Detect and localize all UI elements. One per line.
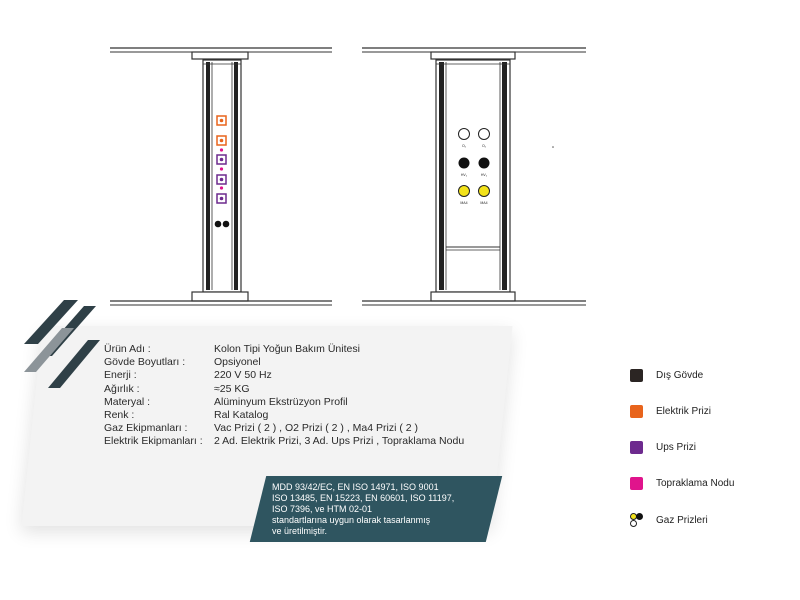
ups-socket-hole [220, 197, 224, 201]
gas-label: HV₂ [460, 173, 468, 177]
spec-row-gas-equipment [104, 422, 464, 435]
spec-value: Ral Katalog [214, 409, 269, 422]
ma4-outlet-icon [479, 186, 490, 197]
standards-line: ISO 13485, EN 15223, EN 60601, ISO 11197, [272, 493, 455, 503]
legend-label: Dış Gövde [656, 369, 704, 381]
spec-value: Alüminyum Ekstrüzyon Profil [214, 395, 348, 408]
vac-outlet-icon [479, 158, 490, 169]
legend-item-outer-body [630, 366, 734, 384]
legend-label: Ups Prizi [656, 442, 697, 454]
electric-socket-hole [220, 119, 224, 123]
spec-row-material [104, 396, 464, 409]
ma4-outlet-icon [459, 186, 470, 197]
spec-label: Materyal : [104, 395, 151, 408]
gas-label: MA4 [480, 201, 488, 205]
stripe-shape [24, 328, 74, 372]
spec-label: Elektrik Ekipmanları : [104, 435, 203, 448]
ups-socket-swatch-icon [630, 441, 643, 454]
gas-label: MA4 [460, 201, 468, 205]
spec-value: Kolon Tipi Yoğun Bakım Ünitesi [214, 343, 360, 355]
right-column-drawing [362, 48, 586, 305]
spec-label: Ürün Adı : [104, 343, 151, 355]
standards-line: ISO 7396, ve HTM 02-01 [272, 504, 373, 514]
standards-line: MDD 93/42/EC, EN ISO 14971, ISO 9001 [272, 482, 439, 492]
spec-value: Opsiyonel [214, 356, 261, 369]
grounding-node-icon [220, 186, 223, 189]
o2-outlet-icon [479, 129, 490, 140]
ups-socket-hole [220, 158, 224, 162]
o2-outlet-icon [459, 129, 470, 140]
spec-row-body-size [104, 356, 464, 369]
gas-outlet-icon [223, 221, 230, 228]
decorative-stripes [22, 300, 112, 395]
electric-socket-hole [220, 139, 224, 143]
spec-row-color [104, 409, 464, 422]
legend-item-grounding-node [630, 475, 734, 493]
ups-socket-hole [220, 178, 224, 182]
spec-row-energy [104, 369, 464, 382]
grounding-node-icon [220, 148, 223, 151]
spec-label: Enerji : [104, 369, 137, 382]
legend-label: Elektrik Prizi [656, 405, 712, 417]
grounding-node-icon [220, 167, 223, 170]
spec-value: 2 Ad. Elektrik Prizi, 3 Ad. Ups Prizi , Topraklama Nodu [214, 435, 465, 448]
spec-value: Vac Prizi ( 2 ) , O2 Prizi ( 2 ) , Ma4 Prizi ( 2 ) [214, 422, 419, 435]
gas-outlets-swatch-icon [630, 513, 643, 527]
outer-body-swatch-icon [630, 369, 643, 382]
spec-row-weight [104, 383, 464, 396]
gas-label: O₂ [481, 144, 487, 148]
spec-label: Renk : [104, 409, 135, 422]
vac-outlet-icon [459, 158, 470, 169]
spec-label: Gaz Ekipmanları : [104, 422, 188, 435]
spec-value: ≈25 KG [214, 382, 250, 395]
gas-outlet-icon [215, 221, 222, 228]
gas-label: HV₂ [480, 173, 488, 177]
standards-line: ve üretilmiştir. [272, 526, 328, 536]
legend-item-ups-socket [630, 439, 734, 457]
standards-text [272, 482, 492, 537]
spec-label: Ağırlık : [104, 382, 140, 395]
legend-label: Gaz Prizleri [656, 514, 708, 526]
dot-mark [552, 146, 554, 148]
spec-label: Gövde Boyutları : [104, 356, 186, 369]
electric-socket-swatch-icon [630, 405, 643, 418]
legend-item-gas-outlets [630, 511, 734, 529]
legend-item-electric-socket [630, 402, 734, 420]
specification-list [104, 343, 464, 449]
spec-value: 220 V 50 Hz [214, 369, 272, 382]
standards-line: standartlarına uygun olarak tasarlanmış [272, 515, 431, 525]
spec-row-electric-equipment [104, 435, 464, 448]
color-legend [630, 366, 734, 547]
spec-row-product-name [104, 343, 464, 356]
gas-label: O₂ [461, 144, 467, 148]
grounding-node-swatch-icon [630, 477, 643, 490]
stripe-shape [24, 300, 78, 344]
legend-label: Topraklama Nodu [656, 478, 735, 490]
